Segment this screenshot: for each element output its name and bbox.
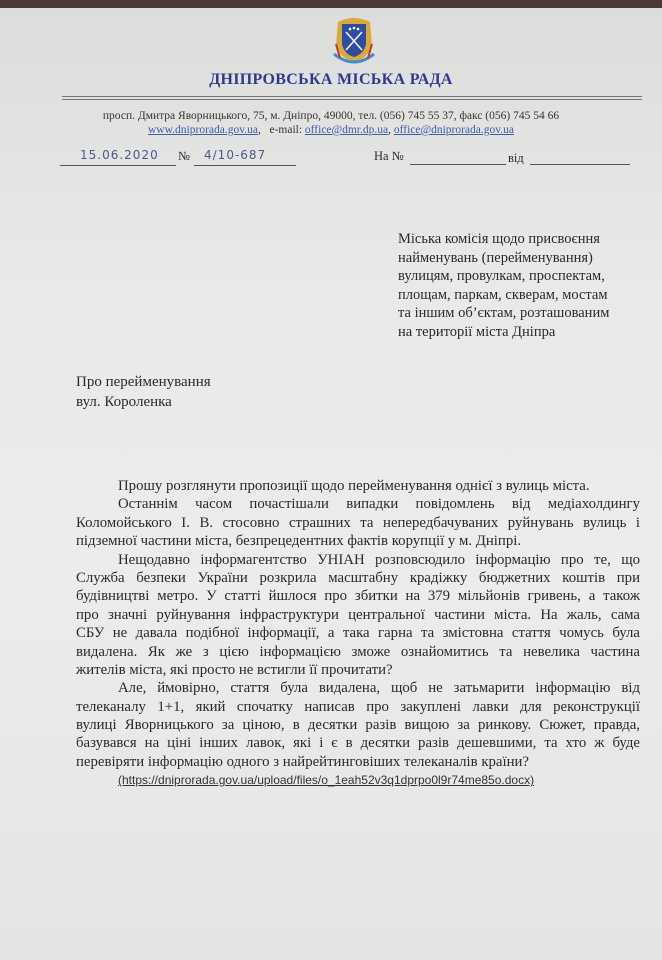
source-link-text[interactable]: (https://dniprorada.gov.ua/upload/files/o_1eah52v3q1dprpo0l9r74me85o.docx) (118, 773, 535, 788)
council-title: ДНІПРОВСЬКА МІСЬКА РАДА (209, 71, 453, 88)
body-line: Останнім часом почастішали випадки повідомлень від медіахолдингу (118, 496, 640, 513)
from-date-blank (530, 164, 630, 165)
header-divider (62, 96, 642, 97)
addressee-block (398, 230, 648, 341)
subject-block (76, 372, 211, 412)
addressee-line: та іншим об’єктам, розташованим (398, 305, 610, 321)
body-line: Прошу розглянути пропозиції щодо перейменування однієї з вулиць міста. (118, 478, 590, 494)
from-label: від (508, 151, 524, 165)
body-line: Нещодавно інформагентство УНІАН розповсюдило інформацію про те, що (118, 551, 640, 568)
body-line: Служба безпеки України розкрила масштабну крадіжку бюджетних коштів при (76, 569, 640, 586)
reference-line (60, 148, 660, 168)
email-link-2[interactable]: office@dniprorada.gov.ua (393, 124, 514, 136)
number-underline (194, 165, 296, 166)
website-link[interactable]: www.dniprorada.gov.ua (148, 124, 258, 136)
body-line: Але, ймовірно, стаття була видалена, щоб не затьмарити інформацію від (118, 680, 640, 697)
date-underline (60, 165, 176, 166)
body-line: базувався на ціні інших лавок, які і є в десятки разів дешевшими, та хто ж буде (76, 735, 640, 752)
incoming-number-blank (410, 164, 506, 165)
address-line: просп. Дмитра Яворницького, 75, м. Дніпро, 49000, тел. (056) 745 55 37, факс (056) 745 54 66 (102, 110, 560, 122)
header-divider-2 (62, 99, 642, 100)
coat-of-arms-icon (332, 14, 376, 68)
body-line: будівництві метро. У статті йшлося про збитки на 379 мільйонів гривень, а також (76, 588, 640, 605)
addressee-line: Міська комісія щодо присвоєння (398, 231, 600, 247)
number-label: № (178, 149, 190, 163)
subject-line: вул. Короленка (76, 394, 172, 410)
body-line: видалена. Як же з цією інформацією зможе ознайомитись та невелика частина (76, 643, 640, 660)
body-line: вулиці Яворницького за ціною, в десятки разів вищою за ринкову. Сюжет, правда, (76, 717, 640, 734)
letterhead-contacts (0, 109, 662, 137)
body-line: СБУ не давала подібної інформації, а така гарна та змістовна стаття чомусь була (76, 625, 640, 642)
source-link[interactable] (76, 773, 640, 788)
letter-body (76, 477, 640, 788)
body-line: перевіряти інформацію одного з найрейтинговіших телеканалів країни? (76, 753, 529, 770)
incoming-number-label: На № (374, 149, 404, 163)
outgoing-number: 4/10-687 (204, 148, 267, 162)
email-label: e-mail: (269, 124, 303, 136)
subject-line: Про перейменування (76, 374, 211, 390)
addressee-line: на території міста Дніпра (398, 323, 556, 340)
body-line: Коломойського І. В. стосовно страшних та непередбачуваних руйнувань вулиць і (76, 514, 640, 531)
body-line: про значні руйнування інфраструктури центральної частини міста. На жаль, сама (76, 606, 640, 623)
addressee-line: вулицям, провулкам, проспектам, (398, 268, 605, 284)
addressee-line: найменувань (перейменування) (398, 249, 593, 266)
contacts-line: www.dniprorada.gov.ua, e-mail: office@dmr.dp.ua, office@dniprorada.gov.ua (148, 124, 514, 136)
body-line: телеканалу 1+1, який спочатку написав про закуплені лавки для реконструкції (76, 698, 640, 715)
outgoing-date: 15.06.2020 (80, 148, 159, 162)
addressee-line: площам, паркам, скверам, мостам (398, 286, 608, 303)
body-line: підземної частини міста, безпрецедентних фактів корупції у м. Дніпрі. (76, 533, 522, 550)
body-line: жителів міста, які просто не встигли її прочитати? (76, 661, 393, 678)
photo-edge (0, 0, 662, 8)
email-link-1[interactable]: office@dmr.dp.ua (304, 124, 389, 136)
